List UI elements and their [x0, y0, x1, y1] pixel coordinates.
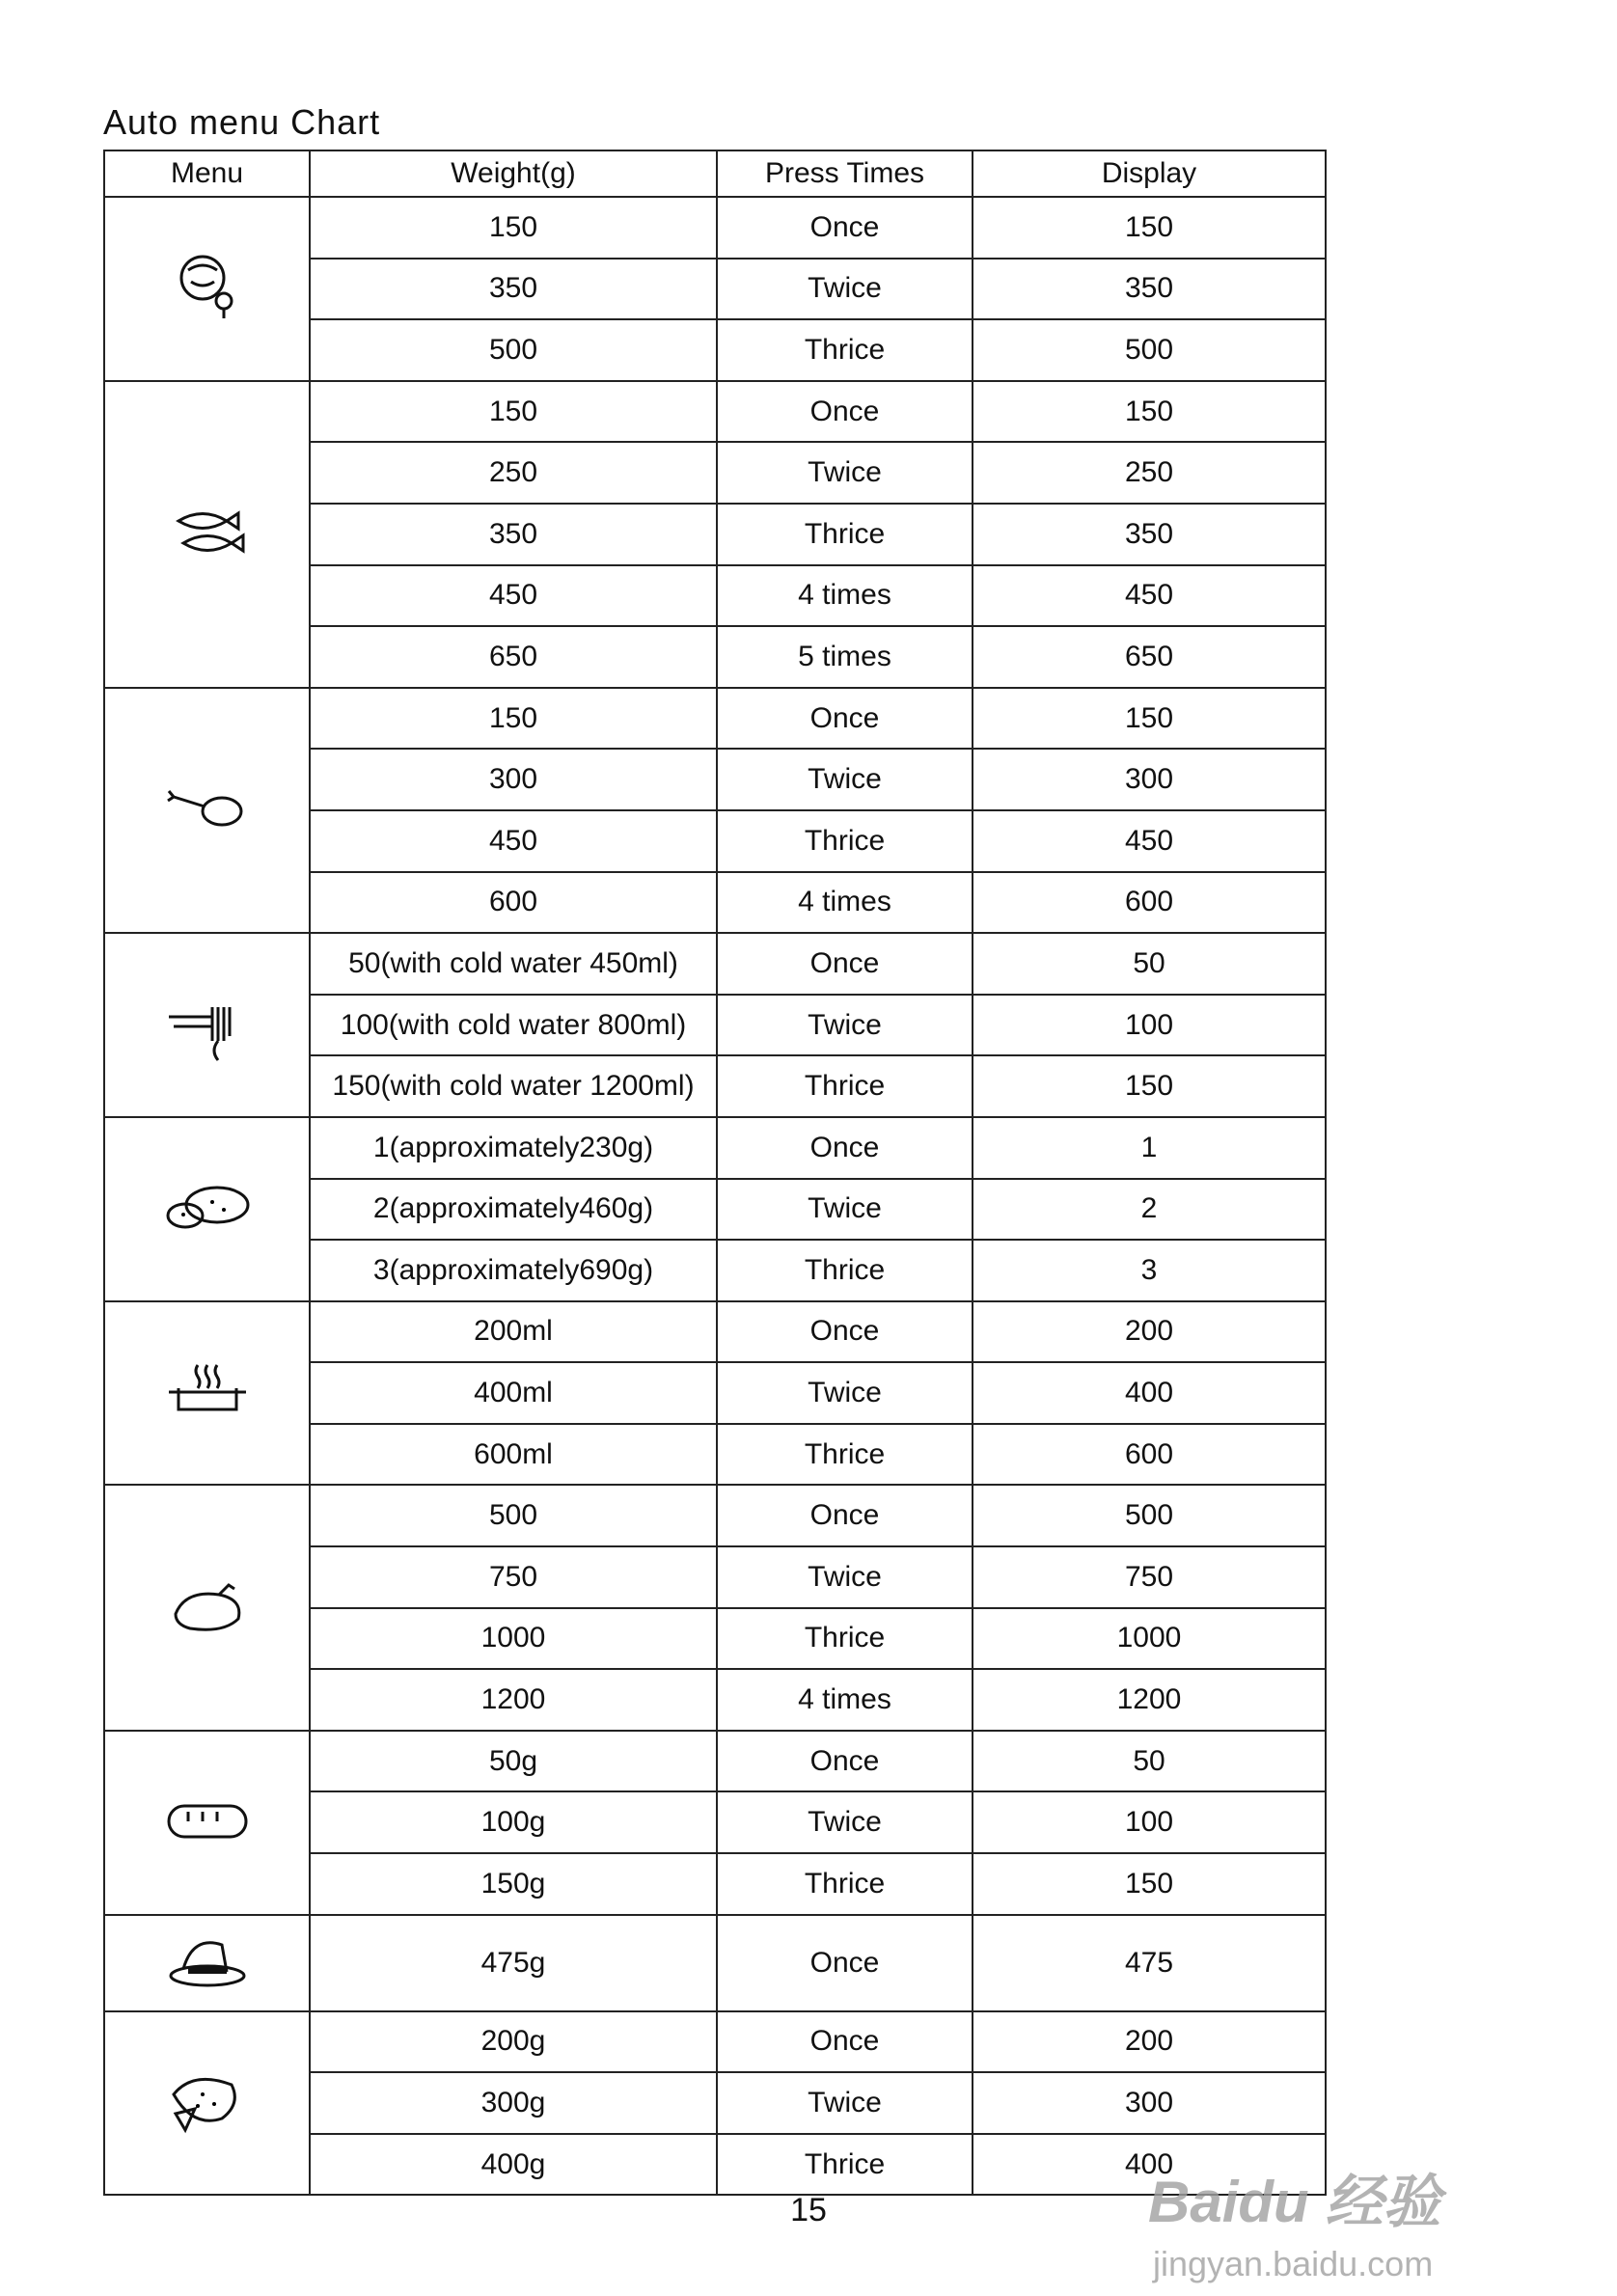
- press-times-cell: 5 times: [717, 626, 973, 688]
- weight-cell: 650: [310, 626, 717, 688]
- press-times-cell: Thrice: [717, 1240, 973, 1301]
- baidu-watermark-url: jingyan.baidu.com: [1153, 2244, 1434, 2283]
- display-cell: 200: [973, 1301, 1326, 1363]
- weight-cell: 600ml: [310, 1424, 717, 1486]
- press-times-cell: Thrice: [717, 1853, 973, 1915]
- weight-cell: 100g: [310, 1791, 717, 1853]
- press-times-cell: Once: [717, 381, 973, 443]
- display-cell: 2: [973, 1179, 1326, 1241]
- weight-cell: 1(approximately230g): [310, 1117, 717, 1179]
- page-number: 15: [790, 2192, 827, 2228]
- weight-cell: 400ml: [310, 1362, 717, 1424]
- display-cell: 400: [973, 1362, 1326, 1424]
- weight-cell: 200g: [310, 2011, 717, 2073]
- press-times-cell: Thrice: [717, 1055, 973, 1117]
- display-cell: 350: [973, 504, 1326, 565]
- weight-cell: 750: [310, 1546, 717, 1608]
- press-times-cell: Thrice: [717, 1608, 973, 1670]
- table-row: [104, 1485, 1326, 1546]
- weight-cell: 1000: [310, 1608, 717, 1670]
- press-times-cell: Thrice: [717, 810, 973, 872]
- header-display: Display: [973, 150, 1326, 197]
- press-times-cell: Thrice: [717, 319, 973, 381]
- weight-cell: 500: [310, 319, 717, 381]
- weight-cell: 2(approximately460g): [310, 1179, 717, 1241]
- press-times-cell: Once: [717, 1117, 973, 1179]
- display-cell: 300: [973, 2072, 1326, 2134]
- display-cell: 150: [973, 688, 1326, 750]
- weight-cell: 150: [310, 197, 717, 259]
- display-cell: 150: [973, 197, 1326, 259]
- weight-cell: 450: [310, 565, 717, 627]
- weight-cell: 400g: [310, 2134, 717, 2196]
- weight-cell: 150g: [310, 1853, 717, 1915]
- chart-title: Auto menu Chart: [103, 102, 381, 142]
- display-cell: 300: [973, 749, 1326, 810]
- weight-cell: 150: [310, 688, 717, 750]
- display-cell: 150: [973, 1853, 1326, 1915]
- drumstick-icon: [104, 688, 310, 933]
- roast-chicken-icon: [104, 1485, 310, 1730]
- weight-cell: 450: [310, 810, 717, 872]
- fish-icon: [104, 381, 310, 688]
- press-times-cell: Twice: [717, 995, 973, 1056]
- table-row: [104, 933, 1326, 995]
- table-row: [104, 688, 1326, 750]
- press-times-cell: Once: [717, 1301, 973, 1363]
- potato-icon: [104, 1117, 310, 1301]
- display-cell: 450: [973, 810, 1326, 872]
- display-cell: 50: [973, 1731, 1326, 1792]
- press-times-cell: Once: [717, 1915, 973, 2011]
- display-cell: 150: [973, 1055, 1326, 1117]
- press-times-cell: Twice: [717, 1362, 973, 1424]
- weight-cell: 500: [310, 1485, 717, 1546]
- display-cell: 500: [973, 1485, 1326, 1546]
- weight-cell: 475g: [310, 1915, 717, 2011]
- pizza-icon: [104, 2011, 310, 2196]
- press-times-cell: Once: [717, 1485, 973, 1546]
- table-row: [104, 381, 1326, 443]
- weight-cell: 50(with cold water 450ml): [310, 933, 717, 995]
- press-times-cell: 4 times: [717, 1669, 973, 1731]
- display-cell: 450: [973, 565, 1326, 627]
- display-cell: 600: [973, 1424, 1326, 1486]
- display-cell: 150: [973, 381, 1326, 443]
- press-times-cell: Twice: [717, 1546, 973, 1608]
- press-times-cell: 4 times: [717, 565, 973, 627]
- table-row: [104, 1117, 1326, 1179]
- display-cell: 1000: [973, 1608, 1326, 1670]
- display-cell: 1: [973, 1117, 1326, 1179]
- weight-cell: 350: [310, 259, 717, 320]
- press-times-cell: Once: [717, 688, 973, 750]
- table-row: [104, 197, 1326, 259]
- display-cell: 100: [973, 1791, 1326, 1853]
- display-cell: 600: [973, 872, 1326, 934]
- header-row: [104, 150, 1326, 197]
- display-cell: 200: [973, 2011, 1326, 2073]
- weight-cell: 150: [310, 381, 717, 443]
- press-times-cell: Thrice: [717, 1424, 973, 1486]
- header-menu: Menu: [104, 150, 310, 197]
- weight-cell: 3(approximately690g): [310, 1240, 717, 1301]
- noodles-icon: [104, 933, 310, 1117]
- auto-menu-table: [103, 150, 1327, 2196]
- header-press-times: Press Times: [717, 150, 973, 197]
- weight-cell: 1200: [310, 1669, 717, 1731]
- press-times-cell: Once: [717, 1731, 973, 1792]
- display-cell: 400: [973, 2134, 1326, 2196]
- display-cell: 650: [973, 626, 1326, 688]
- weight-cell: 300: [310, 749, 717, 810]
- press-times-cell: Twice: [717, 1179, 973, 1241]
- bread-icon: [104, 1731, 310, 1915]
- table-row: [104, 1301, 1326, 1363]
- weight-cell: 100(with cold water 800ml): [310, 995, 717, 1056]
- header-weight: Weight(g): [310, 150, 717, 197]
- table-row: [104, 2011, 1326, 2073]
- press-times-cell: Twice: [717, 1791, 973, 1853]
- vegetables-icon: [104, 197, 310, 381]
- weight-cell: 350: [310, 504, 717, 565]
- press-times-cell: Twice: [717, 2072, 973, 2134]
- display-cell: 250: [973, 442, 1326, 504]
- cake-icon: [104, 1915, 310, 2011]
- display-cell: 3: [973, 1240, 1326, 1301]
- table-row: [104, 1915, 1326, 2011]
- press-times-cell: Thrice: [717, 2134, 973, 2196]
- display-cell: 750: [973, 1546, 1326, 1608]
- weight-cell: 150(with cold water 1200ml): [310, 1055, 717, 1117]
- weight-cell: 600: [310, 872, 717, 934]
- display-cell: 1200: [973, 1669, 1326, 1731]
- baidu-watermark: Baidu 经验: [1148, 2170, 1441, 2234]
- soup-pot-icon: [104, 1301, 310, 1486]
- display-cell: 500: [973, 319, 1326, 381]
- press-times-cell: Once: [717, 197, 973, 259]
- display-cell: 350: [973, 259, 1326, 320]
- press-times-cell: Once: [717, 933, 973, 995]
- press-times-cell: Twice: [717, 259, 973, 320]
- press-times-cell: Thrice: [717, 504, 973, 565]
- weight-cell: 300g: [310, 2072, 717, 2134]
- weight-cell: 50g: [310, 1731, 717, 1792]
- table-row: [104, 1731, 1326, 1792]
- press-times-cell: Twice: [717, 749, 973, 810]
- weight-cell: 200ml: [310, 1301, 717, 1363]
- press-times-cell: Twice: [717, 442, 973, 504]
- display-cell: 50: [973, 933, 1326, 995]
- display-cell: 100: [973, 995, 1326, 1056]
- weight-cell: 250: [310, 442, 717, 504]
- press-times-cell: Once: [717, 2011, 973, 2073]
- press-times-cell: 4 times: [717, 872, 973, 934]
- display-cell: 475: [973, 1915, 1326, 2011]
